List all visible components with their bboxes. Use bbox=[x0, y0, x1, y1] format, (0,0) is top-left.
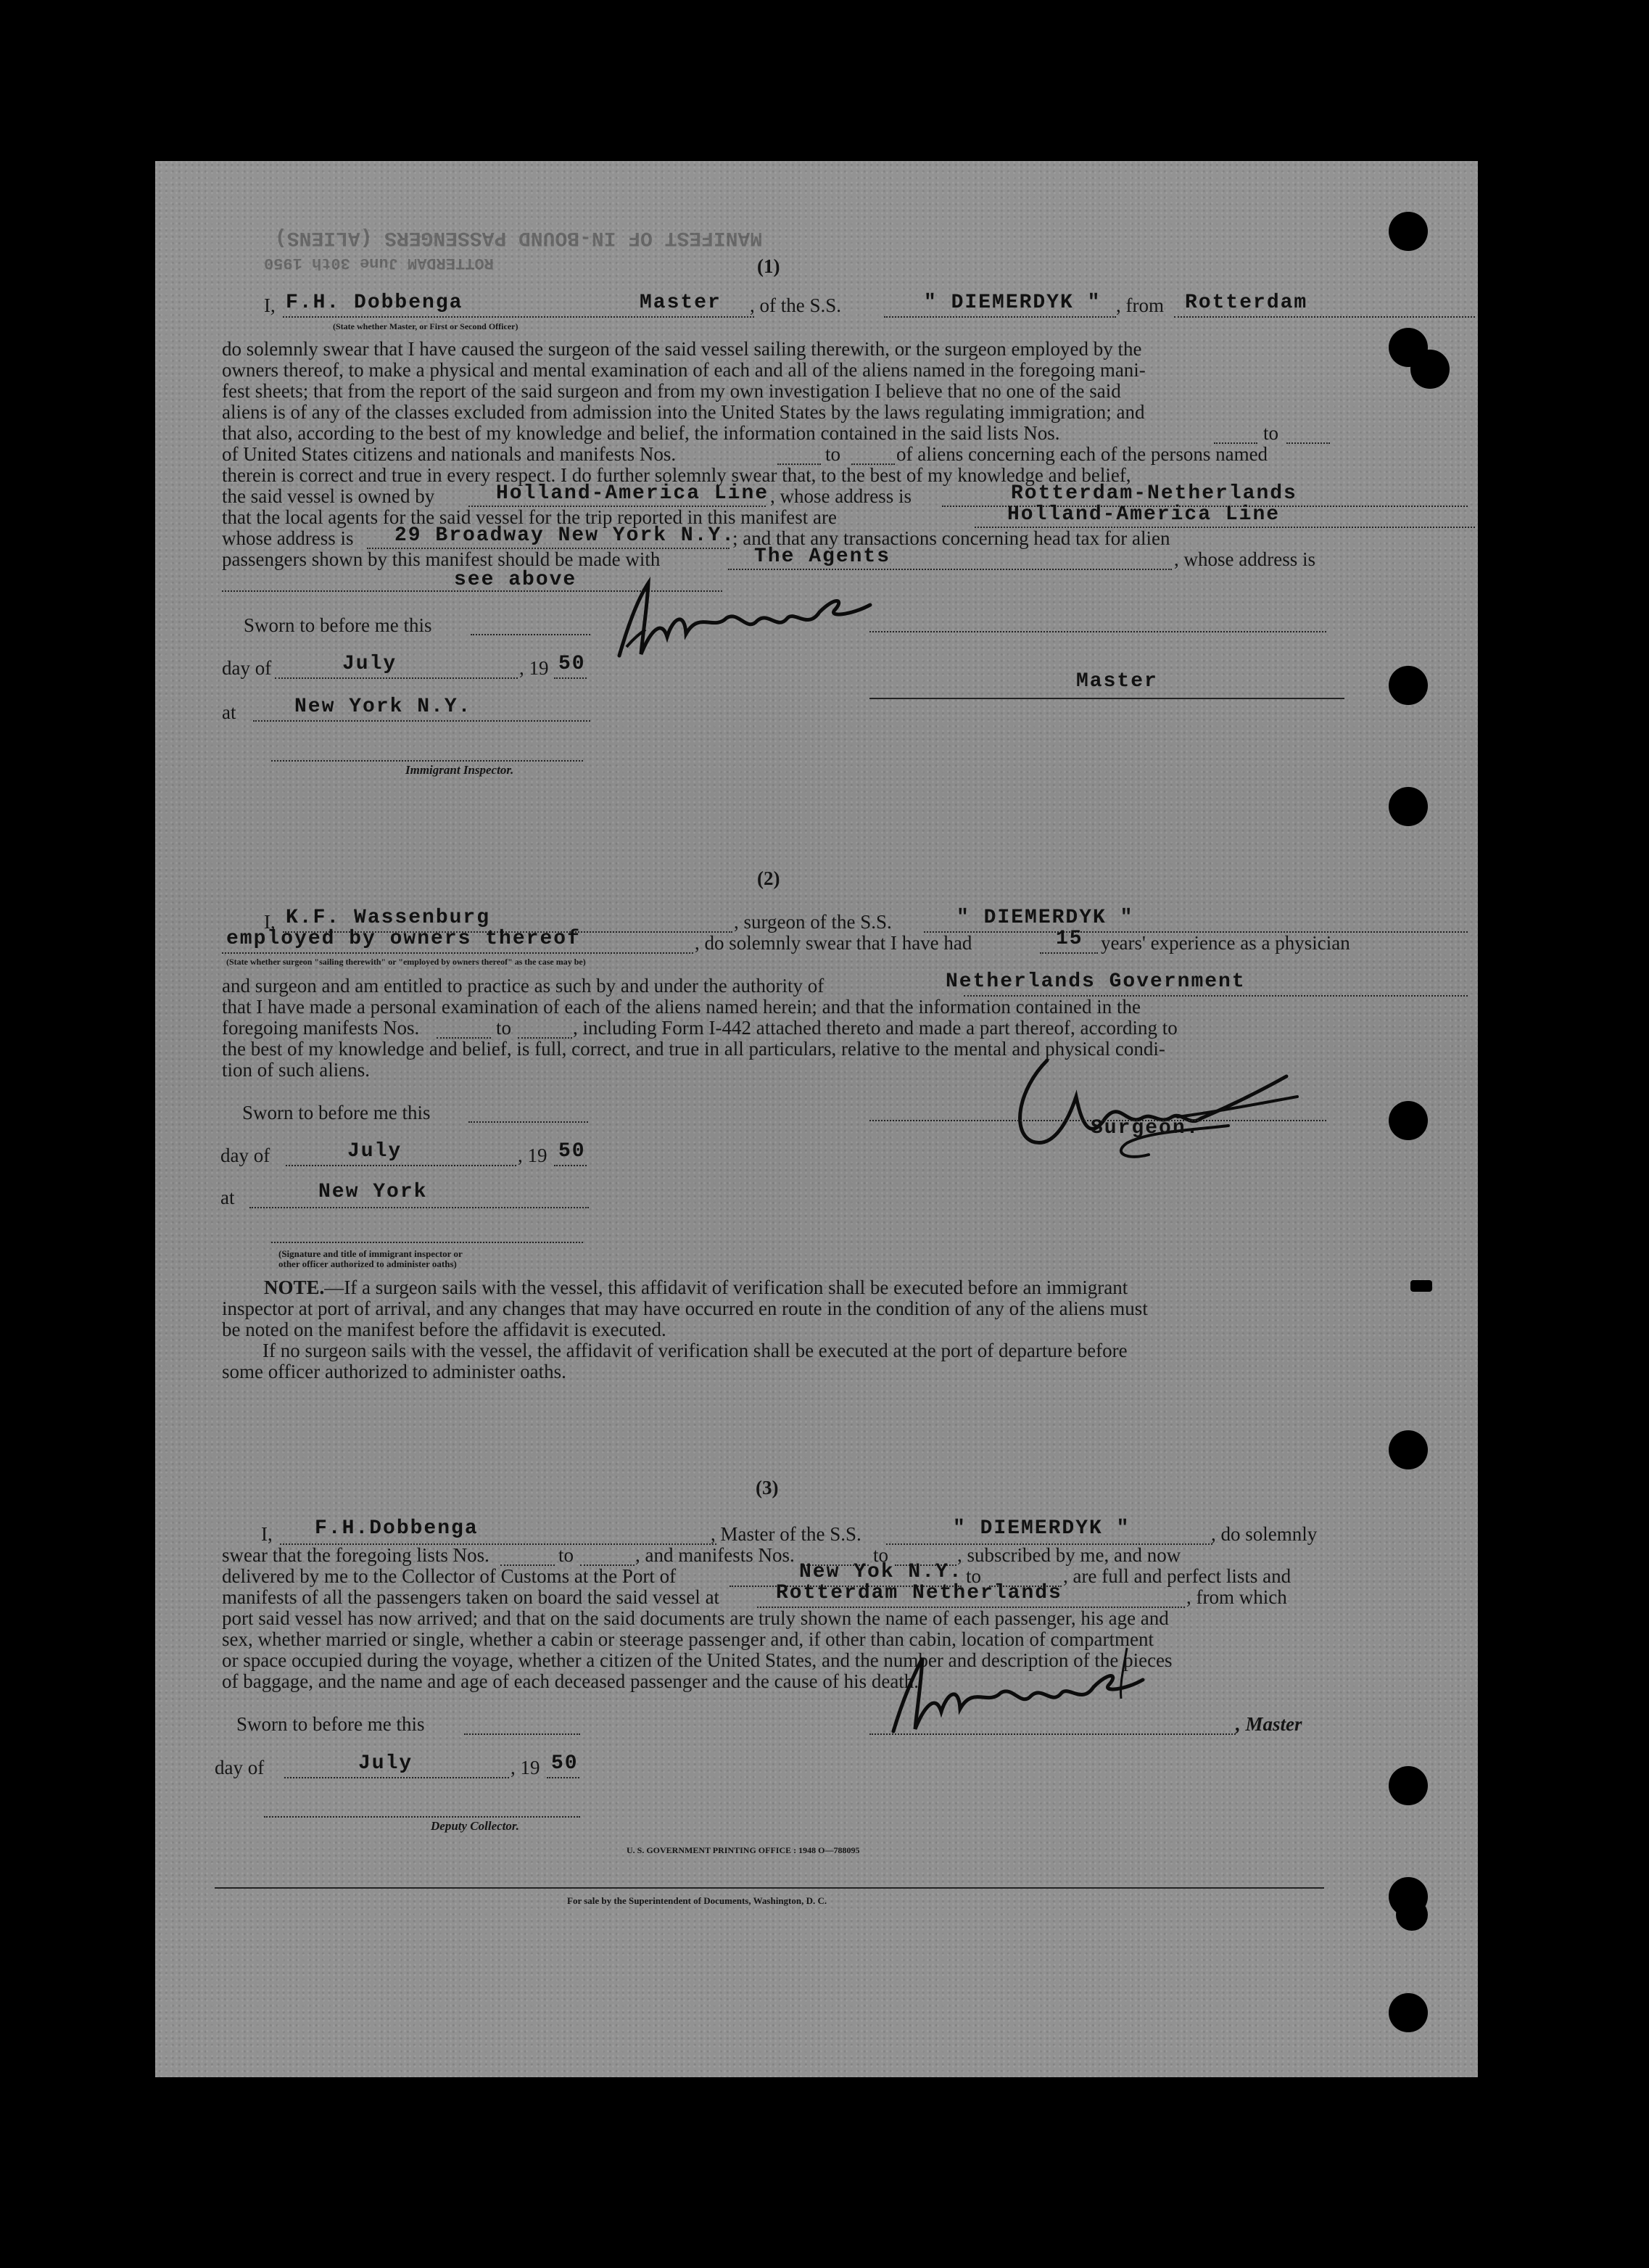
binder-hole bbox=[1389, 1766, 1428, 1805]
s2-note-line: be noted on the manifest before the affidavit is executed. bbox=[222, 1319, 666, 1340]
s1-ship-name: " DIEMERDYK " bbox=[924, 292, 1102, 314]
s2-signature-note: other officer authorized to administer oaths) bbox=[278, 1258, 457, 1269]
s1-paragraph-line: whose address is bbox=[222, 527, 354, 549]
s1-paragraph-line: do solemnly swear that I have caused the surgeon of the said vessel sailing therewith, or the surgeon employed by the bbox=[222, 338, 1142, 360]
blank-line bbox=[554, 1165, 587, 1166]
binder-hole bbox=[1410, 1280, 1432, 1292]
s3-swear: , do solemnly bbox=[1211, 1523, 1318, 1545]
s3-paragraph-line: manifests of all the passengers taken on board the said vessel at bbox=[222, 1586, 720, 1608]
blank-line bbox=[869, 631, 1326, 632]
blank-line bbox=[264, 1816, 580, 1818]
s1-owner-address: Rotterdam-Netherlands bbox=[1011, 482, 1297, 505]
s3-boarded-at: Rotterdam Netherlands bbox=[776, 1582, 1062, 1604]
s3-of-ss: , Master of the S.S. bbox=[711, 1523, 861, 1545]
s1-day-of: day of bbox=[222, 657, 272, 679]
s2-years: 15 bbox=[1056, 928, 1083, 950]
s1-agents-address: 29 Broadway New York N.Y. bbox=[394, 524, 736, 547]
s2-note-line: inspector at port of arrival, and any changes that may have occurred en route in the condition of any of the aliens must bbox=[222, 1298, 1148, 1319]
s1-i: I, bbox=[264, 294, 276, 316]
binder-hole bbox=[1389, 787, 1428, 826]
s2-i: I, bbox=[264, 911, 276, 933]
blank-line bbox=[283, 316, 754, 318]
blank-line bbox=[554, 677, 587, 679]
s2-signature-note: (Signature and title of immigrant inspector or bbox=[278, 1248, 463, 1259]
s1-paragraph-line: fest sheets; that from the report of the said surgeon and from my own investigation I believe that no one of the said bbox=[222, 380, 1121, 402]
s3-paragraph-line: to bbox=[873, 1544, 889, 1566]
s2-swear: , do solemnly swear that I have had bbox=[695, 932, 972, 954]
s1-signer-title: Master bbox=[1076, 670, 1158, 693]
s1-owner: Holland-America Line bbox=[496, 482, 769, 505]
s2-years-text: years' experience as a physician bbox=[1101, 932, 1350, 954]
s3-sworn: Sworn to before me this bbox=[236, 1713, 425, 1735]
bleed-through-text: MANIFEST OF IN-BOUND PASSENGERS (ALIENS) bbox=[275, 226, 763, 249]
s2-ship-name: " DIEMERDYK " bbox=[956, 907, 1134, 929]
blank-line bbox=[222, 952, 693, 954]
s2-paragraph-line: the best of my knowledge and belief, is full, correct, and true in all particulars, relative to the mental and physical condi- bbox=[222, 1038, 1165, 1060]
s1-paragraph-line: to bbox=[1263, 422, 1279, 444]
blank-line bbox=[275, 677, 518, 679]
blank-line bbox=[1286, 442, 1330, 444]
s2-employment-note: (State whether surgeon "sailing therewith" or "employed by owners thereof" as the case may be) bbox=[226, 957, 586, 967]
s3-paragraph-line: of baggage, and the name and age of each deceased passenger and the cause of his death. bbox=[222, 1670, 919, 1692]
s1-paragraph-line: , whose address is bbox=[770, 485, 912, 507]
s1-master-rank: Master bbox=[640, 292, 722, 314]
blank-line bbox=[1040, 952, 1098, 954]
s1-agents: Holland-America Line bbox=[1007, 503, 1281, 526]
s1-of-ss: , of the S.S. bbox=[750, 294, 842, 316]
s3-paragraph-line: port said vessel has now arrived; and that on the said documents are truly shown the name of each passenger, his age and bbox=[222, 1607, 1169, 1629]
s2-note-line: If no surgeon sails with the vessel, the affidavit of verification shall be executed at the port of departure before bbox=[263, 1340, 1128, 1361]
manifest-page bbox=[155, 161, 1478, 2077]
s1-month: July bbox=[342, 653, 397, 675]
s3-paragraph-line: , from which bbox=[1186, 1586, 1287, 1608]
s2-at: at bbox=[220, 1187, 235, 1208]
s2-paragraph-line: that I have made a personal examination of each of the aliens named herein; and that the information contained in the bbox=[222, 996, 1141, 1018]
s3-day-of: day of bbox=[215, 1757, 265, 1778]
s3-paragraph-line: , are full and perfect lists and bbox=[1063, 1565, 1291, 1587]
blank-line bbox=[271, 1242, 583, 1243]
s3-paragraph-line: to bbox=[966, 1565, 982, 1587]
s2-authority: Netherlands Government bbox=[946, 970, 1246, 993]
s1-paragraph-line: ; and that any transactions concerning head tax for alien bbox=[732, 527, 1170, 549]
s1-paragraph-line: to bbox=[825, 443, 841, 465]
s3-paragraph-line: to bbox=[558, 1544, 574, 1566]
s2-note-line bbox=[264, 1277, 1128, 1298]
binder-hole bbox=[1389, 1993, 1428, 2032]
s1-paragraph-line: that also, according to the best of my knowledge and belief, the information contained in the said lists Nos. bbox=[222, 422, 1060, 444]
s2-paragraph-line: , including Form I-442 attached thereto and made a part thereof, according to bbox=[573, 1017, 1178, 1039]
s1-at: at bbox=[222, 701, 236, 723]
blank-line bbox=[249, 1207, 589, 1208]
s3-year-prefix: , 19 bbox=[511, 1757, 540, 1778]
s3-paragraph-line: or space occupied during the voyage, whether a citizen of the United States, and the number and description of the pieces bbox=[222, 1649, 1173, 1671]
binder-hole bbox=[1410, 350, 1450, 389]
s2-sworn: Sworn to before me this bbox=[242, 1102, 431, 1123]
binder-hole bbox=[1389, 666, 1428, 705]
footer-rule bbox=[215, 1887, 1324, 1889]
s2-paragraph-line: foregoing manifests Nos. bbox=[222, 1017, 420, 1039]
gpo-imprint: U. S. GOVERNMENT PRINTING OFFICE : 1948 O—788095 bbox=[627, 1845, 860, 1855]
section-1-number: (1) bbox=[757, 255, 780, 277]
binder-hole bbox=[1389, 212, 1428, 251]
s2-year: 50 bbox=[558, 1140, 586, 1163]
s1-place: New York N.Y. bbox=[294, 696, 472, 718]
blank-line bbox=[884, 316, 1116, 318]
s1-head-tax-address: see above bbox=[454, 569, 577, 591]
binder-hole bbox=[1389, 1101, 1428, 1140]
s3-ship-name: " DIEMERDYK " bbox=[953, 1517, 1131, 1540]
s2-of-ss: , surgeon of the S.S. bbox=[734, 911, 892, 933]
blank-line bbox=[253, 720, 590, 722]
section-3-number: (3) bbox=[756, 1477, 779, 1498]
binder-hole bbox=[1389, 1430, 1428, 1469]
s3-collector-label: Deputy Collector. bbox=[431, 1819, 519, 1833]
s1-rank-note: (State whether Master, or First or Second Officer) bbox=[333, 321, 518, 331]
blank-line bbox=[286, 1165, 516, 1166]
s1-paragraph-line: passengers shown by this manifest should be made with bbox=[222, 548, 661, 570]
s2-month: July bbox=[347, 1140, 402, 1163]
s2-note-line: some officer authorized to administer oaths. bbox=[222, 1361, 566, 1382]
s1-head-tax-agent: The Agents bbox=[754, 545, 891, 568]
s3-signer-title: , Master bbox=[1236, 1713, 1302, 1735]
bleed-through-text: ROTTERDAM June 30th 1950 bbox=[264, 254, 494, 272]
s2-employment: employed by owners thereof bbox=[226, 928, 581, 950]
s1-paragraph-line: of aliens concerning each of the persons named bbox=[896, 443, 1268, 465]
blank-line bbox=[271, 760, 583, 762]
s3-month: July bbox=[358, 1752, 413, 1775]
blank-line bbox=[1174, 316, 1475, 318]
s3-i: I, bbox=[261, 1523, 273, 1545]
s2-surgeon-name: K.F. Wassenburg bbox=[286, 907, 491, 929]
s3-paragraph-line: , subscribed by me, and now bbox=[957, 1544, 1181, 1566]
note-text: —If a surgeon sails with the vessel, this affidavit of verification shall be executed before an immigrant bbox=[324, 1277, 1128, 1298]
s3-paragraph-line: swear that the foregoing lists Nos. bbox=[222, 1544, 489, 1566]
blank-line bbox=[468, 1121, 588, 1123]
s3-paragraph-line: sex, whether married or single, whether a cabin or steerage passenger and, if other than cabin, location of compartment bbox=[222, 1628, 1154, 1650]
s1-paragraph-line: of United States citizens and nationals and manifests Nos. bbox=[222, 443, 677, 465]
signature-line bbox=[869, 698, 1344, 699]
blank-line bbox=[471, 634, 590, 635]
blank-line bbox=[464, 1733, 580, 1735]
s1-paragraph-line: that the local agents for the said vessel for the trip reported in this manifest are bbox=[222, 506, 837, 528]
blank-line bbox=[869, 1733, 1236, 1735]
s2-year-prefix: , 19 bbox=[518, 1145, 547, 1166]
s1-from-label: , from bbox=[1116, 294, 1164, 316]
s1-master-name: F.H. Dobbenga bbox=[286, 292, 463, 314]
s1-year: 50 bbox=[558, 653, 586, 675]
blank-line bbox=[284, 1777, 509, 1778]
note-label: NOTE. bbox=[264, 1277, 325, 1298]
s2-day-of: day of bbox=[220, 1145, 270, 1166]
s1-paragraph-line: therein is correct and true in every respect. I do further solemnly swear that, to the best of my knowledge and belief, bbox=[222, 464, 1131, 486]
master-signature-2 bbox=[880, 1641, 1185, 1735]
s1-paragraph-line: , whose address is bbox=[1174, 548, 1315, 570]
s2-place: New York bbox=[318, 1181, 428, 1203]
s2-paragraph-line: tion of such aliens. bbox=[222, 1059, 370, 1081]
s2-paragraph-line: to bbox=[496, 1017, 512, 1039]
s3-paragraph-line: delivered by me to the Collector of Customs at the Port of bbox=[222, 1565, 677, 1587]
s1-paragraph-line: aliens is of any of the classes excluded from admission into the United States by the laws regulating immigration; and bbox=[222, 401, 1145, 423]
s1-paragraph-line: owners thereof, to make a physical and mental examination of each and all of the aliens named in the foregoing mani- bbox=[222, 359, 1146, 381]
binder-hole bbox=[1396, 1899, 1428, 1931]
surgeon-signature bbox=[1004, 1046, 1308, 1169]
s2-signer-title: Surgeon. bbox=[1091, 1117, 1200, 1139]
s1-year-prefix: , 19 bbox=[519, 657, 549, 679]
section-2-number: (2) bbox=[757, 867, 780, 889]
s3-port-of: New Yok N.Y. bbox=[799, 1561, 963, 1583]
s3-master-name: F.H.Dobbenga bbox=[315, 1517, 479, 1540]
sale-notice: For sale by the Superintendent of Documents, Washington, D. C. bbox=[567, 1895, 827, 1906]
s3-year: 50 bbox=[551, 1752, 579, 1775]
s1-departure-port: Rotterdam bbox=[1185, 292, 1308, 314]
s2-paragraph-line: and surgeon and am entitled to practice as such by and under the authority of bbox=[222, 975, 824, 997]
master-signature-1 bbox=[605, 567, 931, 661]
s1-inspector-label: Immigrant Inspector. bbox=[405, 763, 514, 777]
s1-sworn: Sworn to before me this bbox=[244, 614, 432, 636]
s1-paragraph-line: the said vessel is owned by bbox=[222, 485, 435, 507]
s3-paragraph-line: , and manifests Nos. bbox=[635, 1544, 795, 1566]
blank-line bbox=[547, 1777, 579, 1778]
